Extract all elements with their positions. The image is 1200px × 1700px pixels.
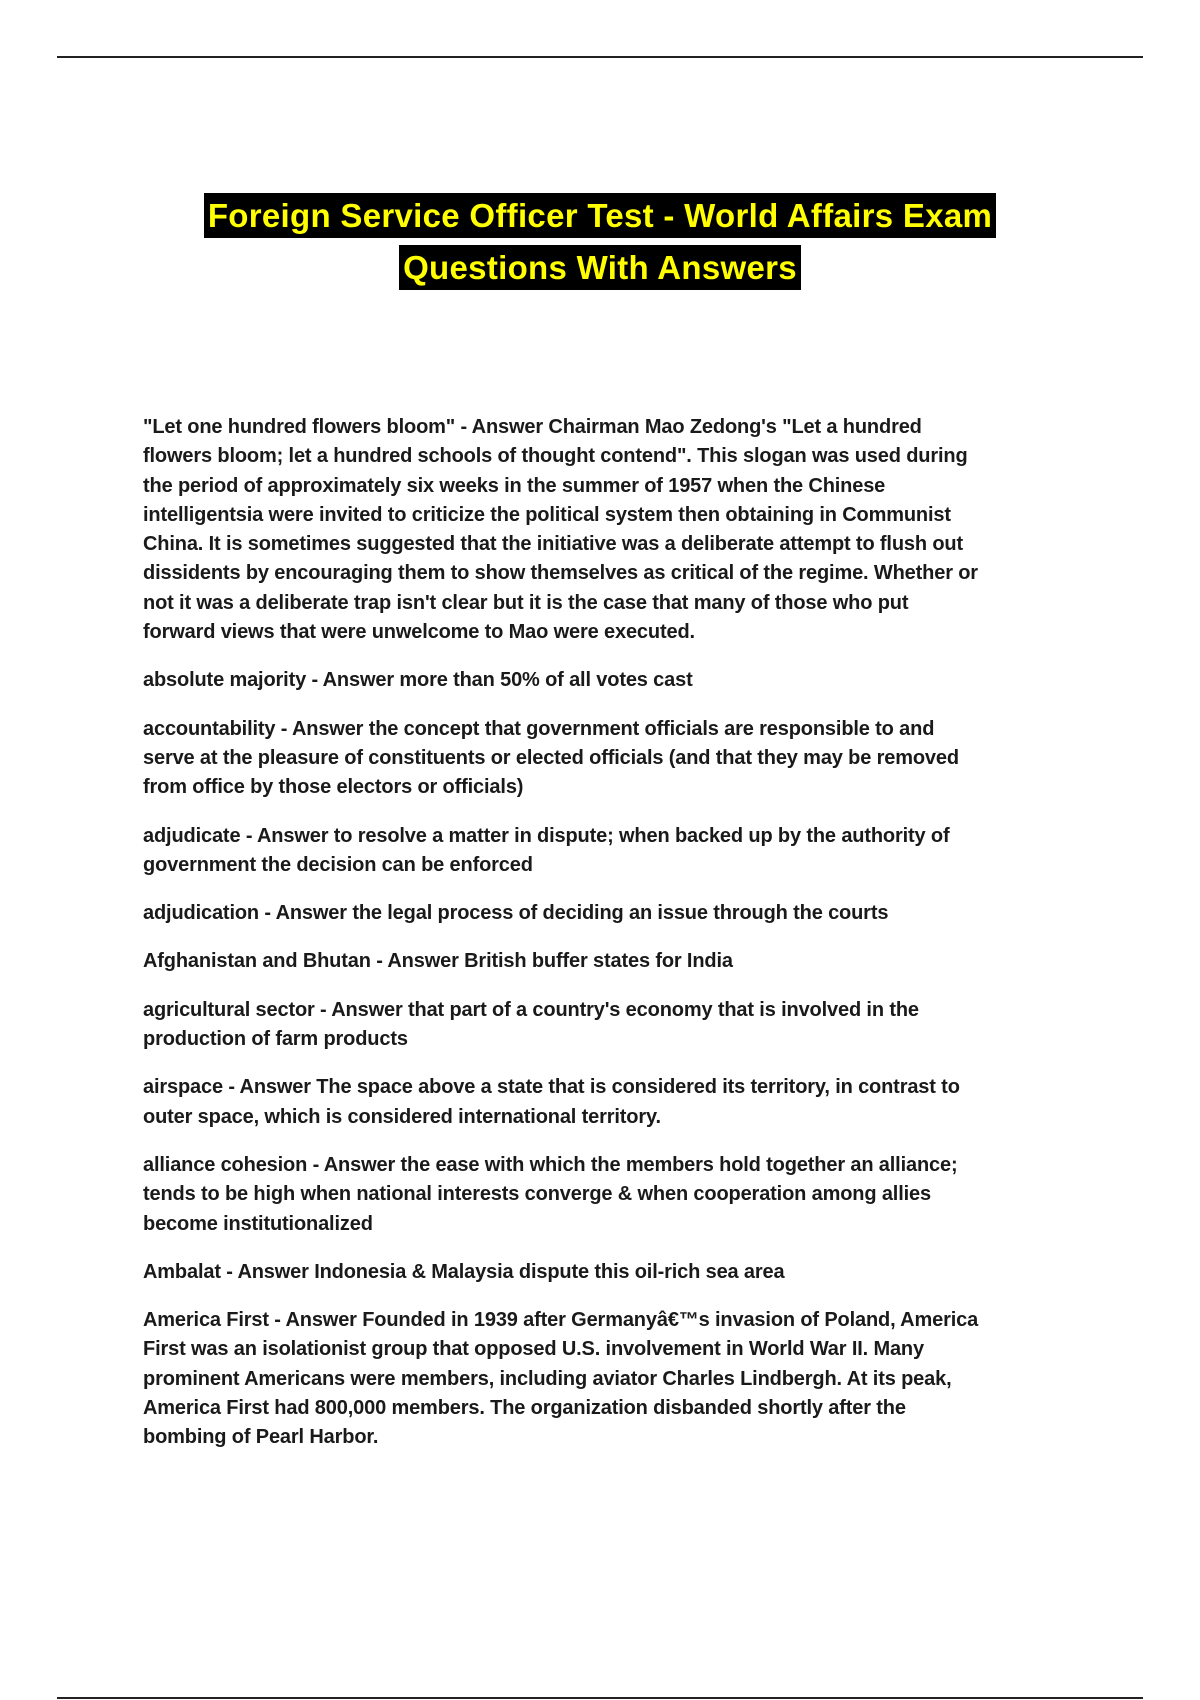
qa-entry-line: government the decision can be enforced — [143, 853, 533, 876]
qa-entry-line: outer space, which is considered international territory. — [143, 1105, 661, 1128]
qa-list — [143, 413, 1103, 1472]
qa-entry — [143, 1258, 1103, 1287]
qa-entry — [143, 899, 1103, 928]
qa-entry-line: Ambalat - Answer Indonesia & Malaysia dispute this oil-rich sea area — [143, 1260, 785, 1283]
qa-entry-line: intelligentsia were invited to criticize the political system then obtaining in Communist — [143, 503, 951, 526]
qa-entry-line: agricultural sector - Answer that part of a country's economy that is involved in the — [143, 998, 919, 1021]
qa-entry-line: serve at the pleasure of constituents or elected officials (and that they may be removed — [143, 746, 959, 769]
qa-entry-line: not it was a deliberate trap isn't clear but it is the case that many of those who put — [143, 591, 909, 614]
qa-entry-line: bombing of Pearl Harbor. — [143, 1426, 379, 1449]
document-title — [0, 193, 1200, 238]
header-rule — [57, 56, 1143, 58]
qa-entry-line: "Let one hundred flowers bloom" - Answer Chairman Mao Zedong's "Let a hundred — [143, 416, 922, 438]
qa-entry-line: China. It is sometimes suggested that the initiative was a deliberate attempt to flush out — [143, 533, 963, 556]
qa-entry-line: America First - Answer Founded in 1939 after Germanyâ€™s invasion of Poland, America — [143, 1309, 979, 1332]
qa-entry-line: forward views that were unwelcome to Mao were executed. — [143, 621, 695, 644]
footer-rule — [57, 1697, 1143, 1699]
qa-entry-line: production of farm products — [143, 1028, 408, 1051]
qa-entry-line: from office by those electors or officials) — [143, 776, 524, 799]
qa-entry-line: airspace - Answer The space above a state that is considered its territory, in contrast to — [143, 1076, 960, 1099]
qa-entry-line: tends to be high when national interests converge & when cooperation among allies — [143, 1183, 931, 1206]
qa-entry-line: Afghanistan and Bhutan - Answer British buffer states for India — [143, 950, 733, 973]
qa-entry — [143, 1306, 1103, 1452]
qa-entry-line: adjudicate - Answer to resolve a matter in dispute; when backed up by the authority of — [143, 824, 950, 847]
qa-entry-line: alliance cohesion - Answer the ease with which the members hold together an alliance; — [143, 1153, 958, 1176]
title-line-1: Foreign Service Officer Test - World Affairs Exam — [204, 193, 996, 238]
qa-entry-line: adjudication - Answer the legal process of deciding an issue through the courts — [143, 902, 889, 925]
qa-entry-line: America First had 800,000 members. The organization disbanded shortly after the — [143, 1397, 906, 1420]
qa-entry-line: absolute majority - Answer more than 50% of all votes cast — [143, 669, 693, 692]
qa-entry — [143, 715, 1103, 803]
qa-entry — [143, 1151, 1103, 1239]
qa-entry — [143, 947, 1103, 976]
qa-entry-line: dissidents by encouraging them to show themselves as critical of the regime. Whether or — [143, 562, 978, 585]
title-line-2: Questions With Answers — [399, 245, 801, 290]
qa-entry — [143, 666, 1103, 695]
qa-entry-line: become institutionalized — [143, 1212, 373, 1235]
qa-entry-line: the period of approximately six weeks in the summer of 1957 when the Chinese — [143, 474, 886, 497]
qa-entry — [143, 1073, 1103, 1132]
qa-entry-line: flowers bloom; let a hundred schools of thought contend". This slogan was used during — [143, 445, 968, 468]
qa-entry — [143, 996, 1103, 1055]
qa-entry — [143, 413, 1103, 647]
qa-entry-line: First was an isolationist group that opposed U.S. involvement in World War II. Many — [143, 1338, 924, 1361]
qa-entry-line: accountability - Answer the concept that government officials are responsible to and — [143, 717, 935, 740]
document-title-continued — [0, 245, 1200, 290]
qa-entry-line: prominent Americans were members, including aviator Charles Lindbergh. At its peak, — [143, 1367, 952, 1390]
qa-entry — [143, 822, 1103, 881]
